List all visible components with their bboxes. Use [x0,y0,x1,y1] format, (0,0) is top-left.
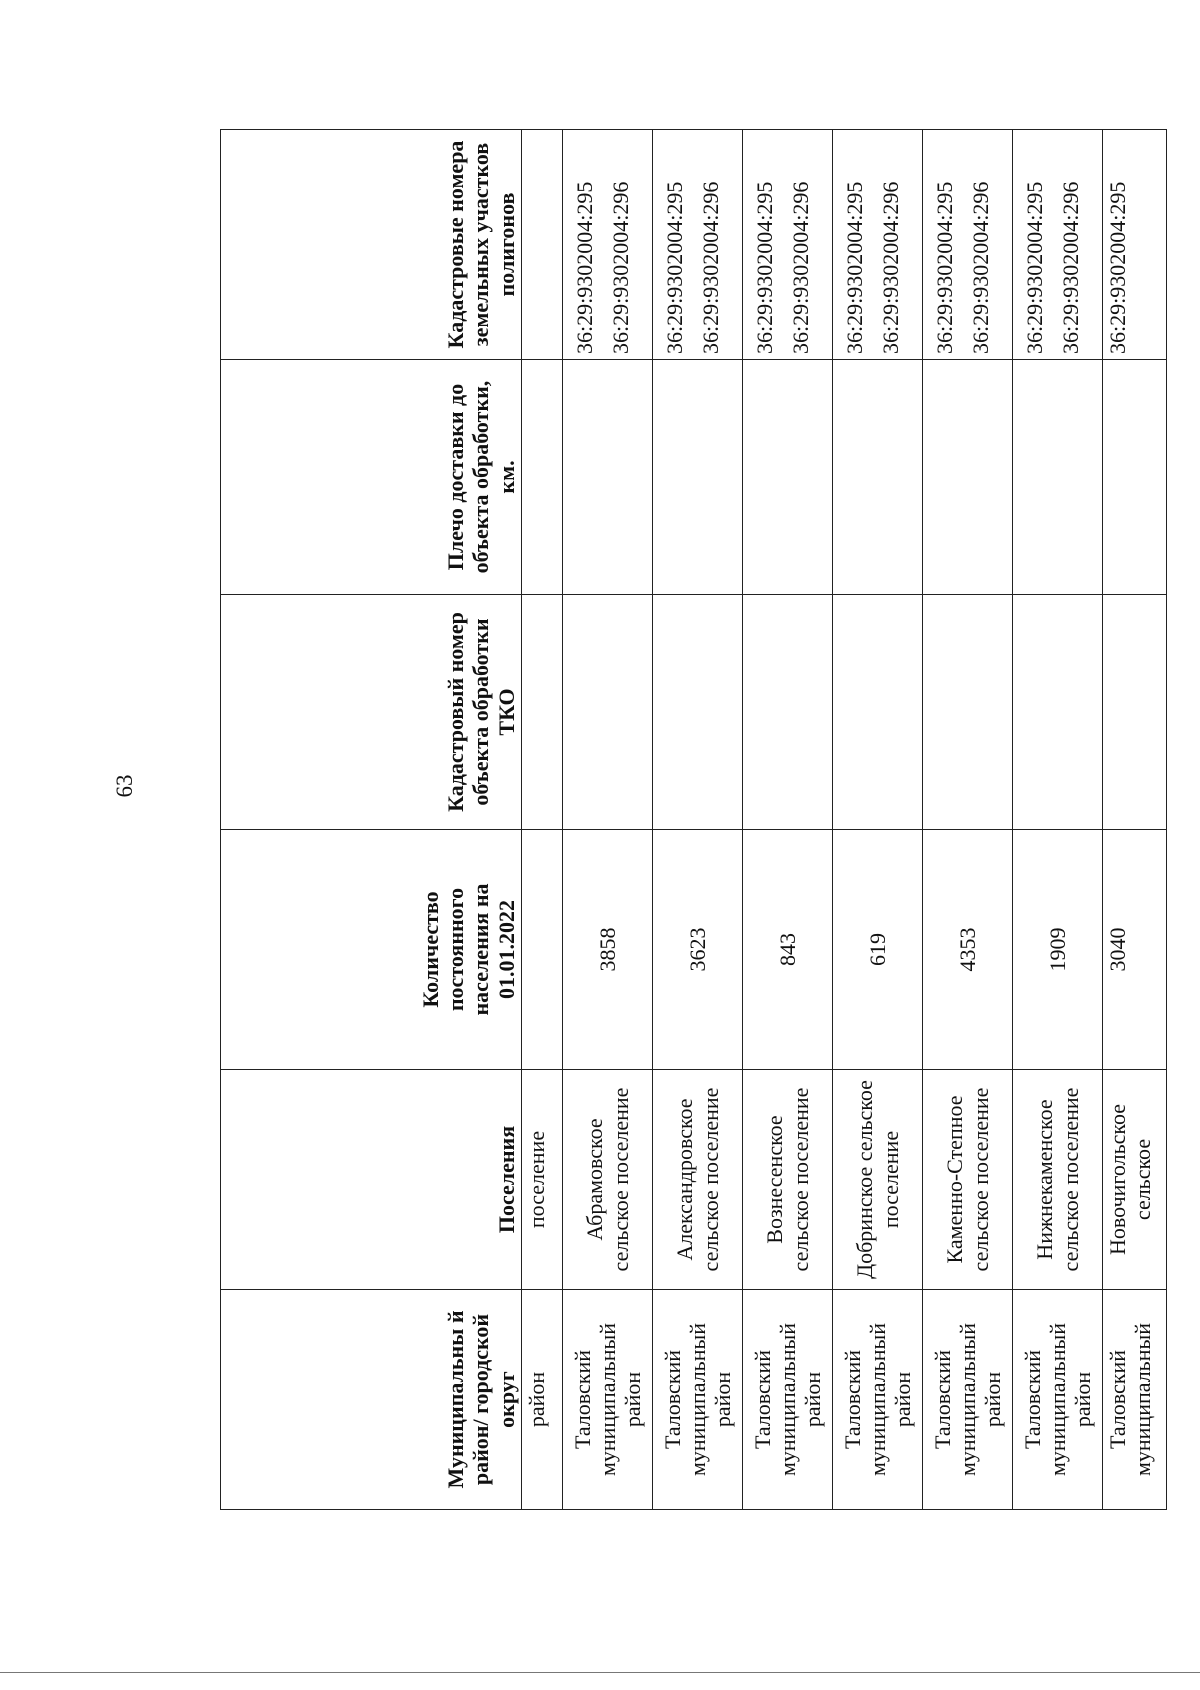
cell-tko-cadastral [1103,595,1167,830]
cell-delivery-distance [1013,360,1103,595]
cell-landfill-cadastral [653,130,743,360]
cell-landfill-cadastral [833,130,923,360]
cell-municipality: Таловский муниципальный район [833,1290,923,1510]
cell-settlement: Нижнекаменское сельское поселение [1013,1070,1103,1290]
cell-settlement: Вознесенское сельское поселение [743,1070,833,1290]
cell-landfill-cadastral [1103,130,1167,360]
cell-municipality: Таловский муниципальный [1103,1290,1167,1510]
cadastral-number: 36:29:9302004:296 [787,181,813,354]
table-row [653,130,743,1510]
cadastral-number: 36:29:9302004:295 [1105,181,1130,354]
cell-landfill-cadastral [923,130,1013,360]
cell-settlement: Каменно-Степное сельское поселение [923,1070,1013,1290]
table-row [833,130,923,1510]
table-row [1103,130,1167,1510]
header-municipality: Муниципальны й район/ городской округ [221,1290,522,1510]
table-row-carryover [522,130,563,1510]
cadastral-number: 36:29:9302004:296 [877,181,903,354]
table-row [923,130,1013,1510]
table-body [522,130,1167,1510]
cell-tko-cadastral [833,595,923,830]
header-delivery-distance: Плечо доставки до объекта обработки, км. [221,360,522,595]
cell-settlement: поселение [522,1070,563,1290]
cell-delivery-distance [833,360,923,595]
cell-tko-cadastral [563,595,653,830]
rotated-table-container [220,130,1156,1510]
page-number: 63 [112,774,137,798]
cell-population: 843 [743,830,833,1070]
scan-bottom-edge [0,1672,1200,1673]
table-row [743,130,833,1510]
landfill-transport-table [220,129,1167,1510]
cell-delivery-distance [743,360,833,595]
cell-settlement: Новочигольское сельское [1103,1070,1167,1290]
cell-tko-cadastral [743,595,833,830]
cadastral-number: 36:29:9302004:295 [572,181,598,354]
cell-population: 619 [833,830,923,1070]
table-row [563,130,653,1510]
cadastral-number: 36:29:9302004:295 [842,181,868,354]
cell-population: 3623 [653,830,743,1070]
cell-delivery-distance [653,360,743,595]
cell-delivery-distance [923,360,1013,595]
cadastral-number: 36:29:9302004:296 [607,181,633,354]
cadastral-number: 36:29:9302004:295 [932,181,958,354]
cadastral-number: 36:29:9302004:296 [697,181,723,354]
cadastral-number: 36:29:9302004:295 [662,181,688,354]
cell-tko-cadastral [1013,595,1103,830]
cell-settlement: Добринское сельское поселение [833,1070,923,1290]
cell-municipality: Таловский муниципальный район [743,1290,833,1510]
cell-landfill-cadastral [522,130,563,360]
cell-municipality: Таловский муниципальный район [653,1290,743,1510]
header-settlement: Поселения [221,1070,522,1290]
cell-population: 4353 [923,830,1013,1070]
cadastral-number: 36:29:9302004:295 [1022,181,1048,354]
cell-landfill-cadastral [1013,130,1103,360]
header-population: Количество постоянного населения на 01.01.2022 [221,830,522,1070]
cell-population: 3858 [563,830,653,1070]
cell-municipality: Таловский муниципальный район [923,1290,1013,1510]
cell-population: 1909 [1013,830,1103,1070]
cell-tko-cadastral [923,595,1013,830]
cell-settlement: Абрамовское сельское поселение [563,1070,653,1290]
cell-delivery-distance [563,360,653,595]
cell-municipality: район [522,1290,563,1510]
table-row [1013,130,1103,1510]
cell-population: 3040 [1103,830,1167,1070]
table-header-row [221,130,522,1510]
cell-population [522,830,563,1070]
cell-municipality: Таловский муниципальный район [1013,1290,1103,1510]
cadastral-number: 36:29:9302004:296 [1057,181,1083,354]
cadastral-number: 36:29:9302004:295 [752,181,778,354]
cadastral-number: 36:29:9302004:296 [967,181,993,354]
cell-tko-cadastral [522,595,563,830]
cell-landfill-cadastral [743,130,833,360]
header-tko-cadastral: Кадастровый номер объекта обработки ТКО [221,595,522,830]
cell-tko-cadastral [653,595,743,830]
cell-delivery-distance [1103,360,1167,595]
cell-settlement: Александровское сельское поселение [653,1070,743,1290]
header-landfill-cadastral: Кадастровые номера земельных участков полигонов [221,130,522,360]
cell-delivery-distance [522,360,563,595]
cell-landfill-cadastral [563,130,653,360]
cell-municipality: Таловский муниципальный район [563,1290,653,1510]
